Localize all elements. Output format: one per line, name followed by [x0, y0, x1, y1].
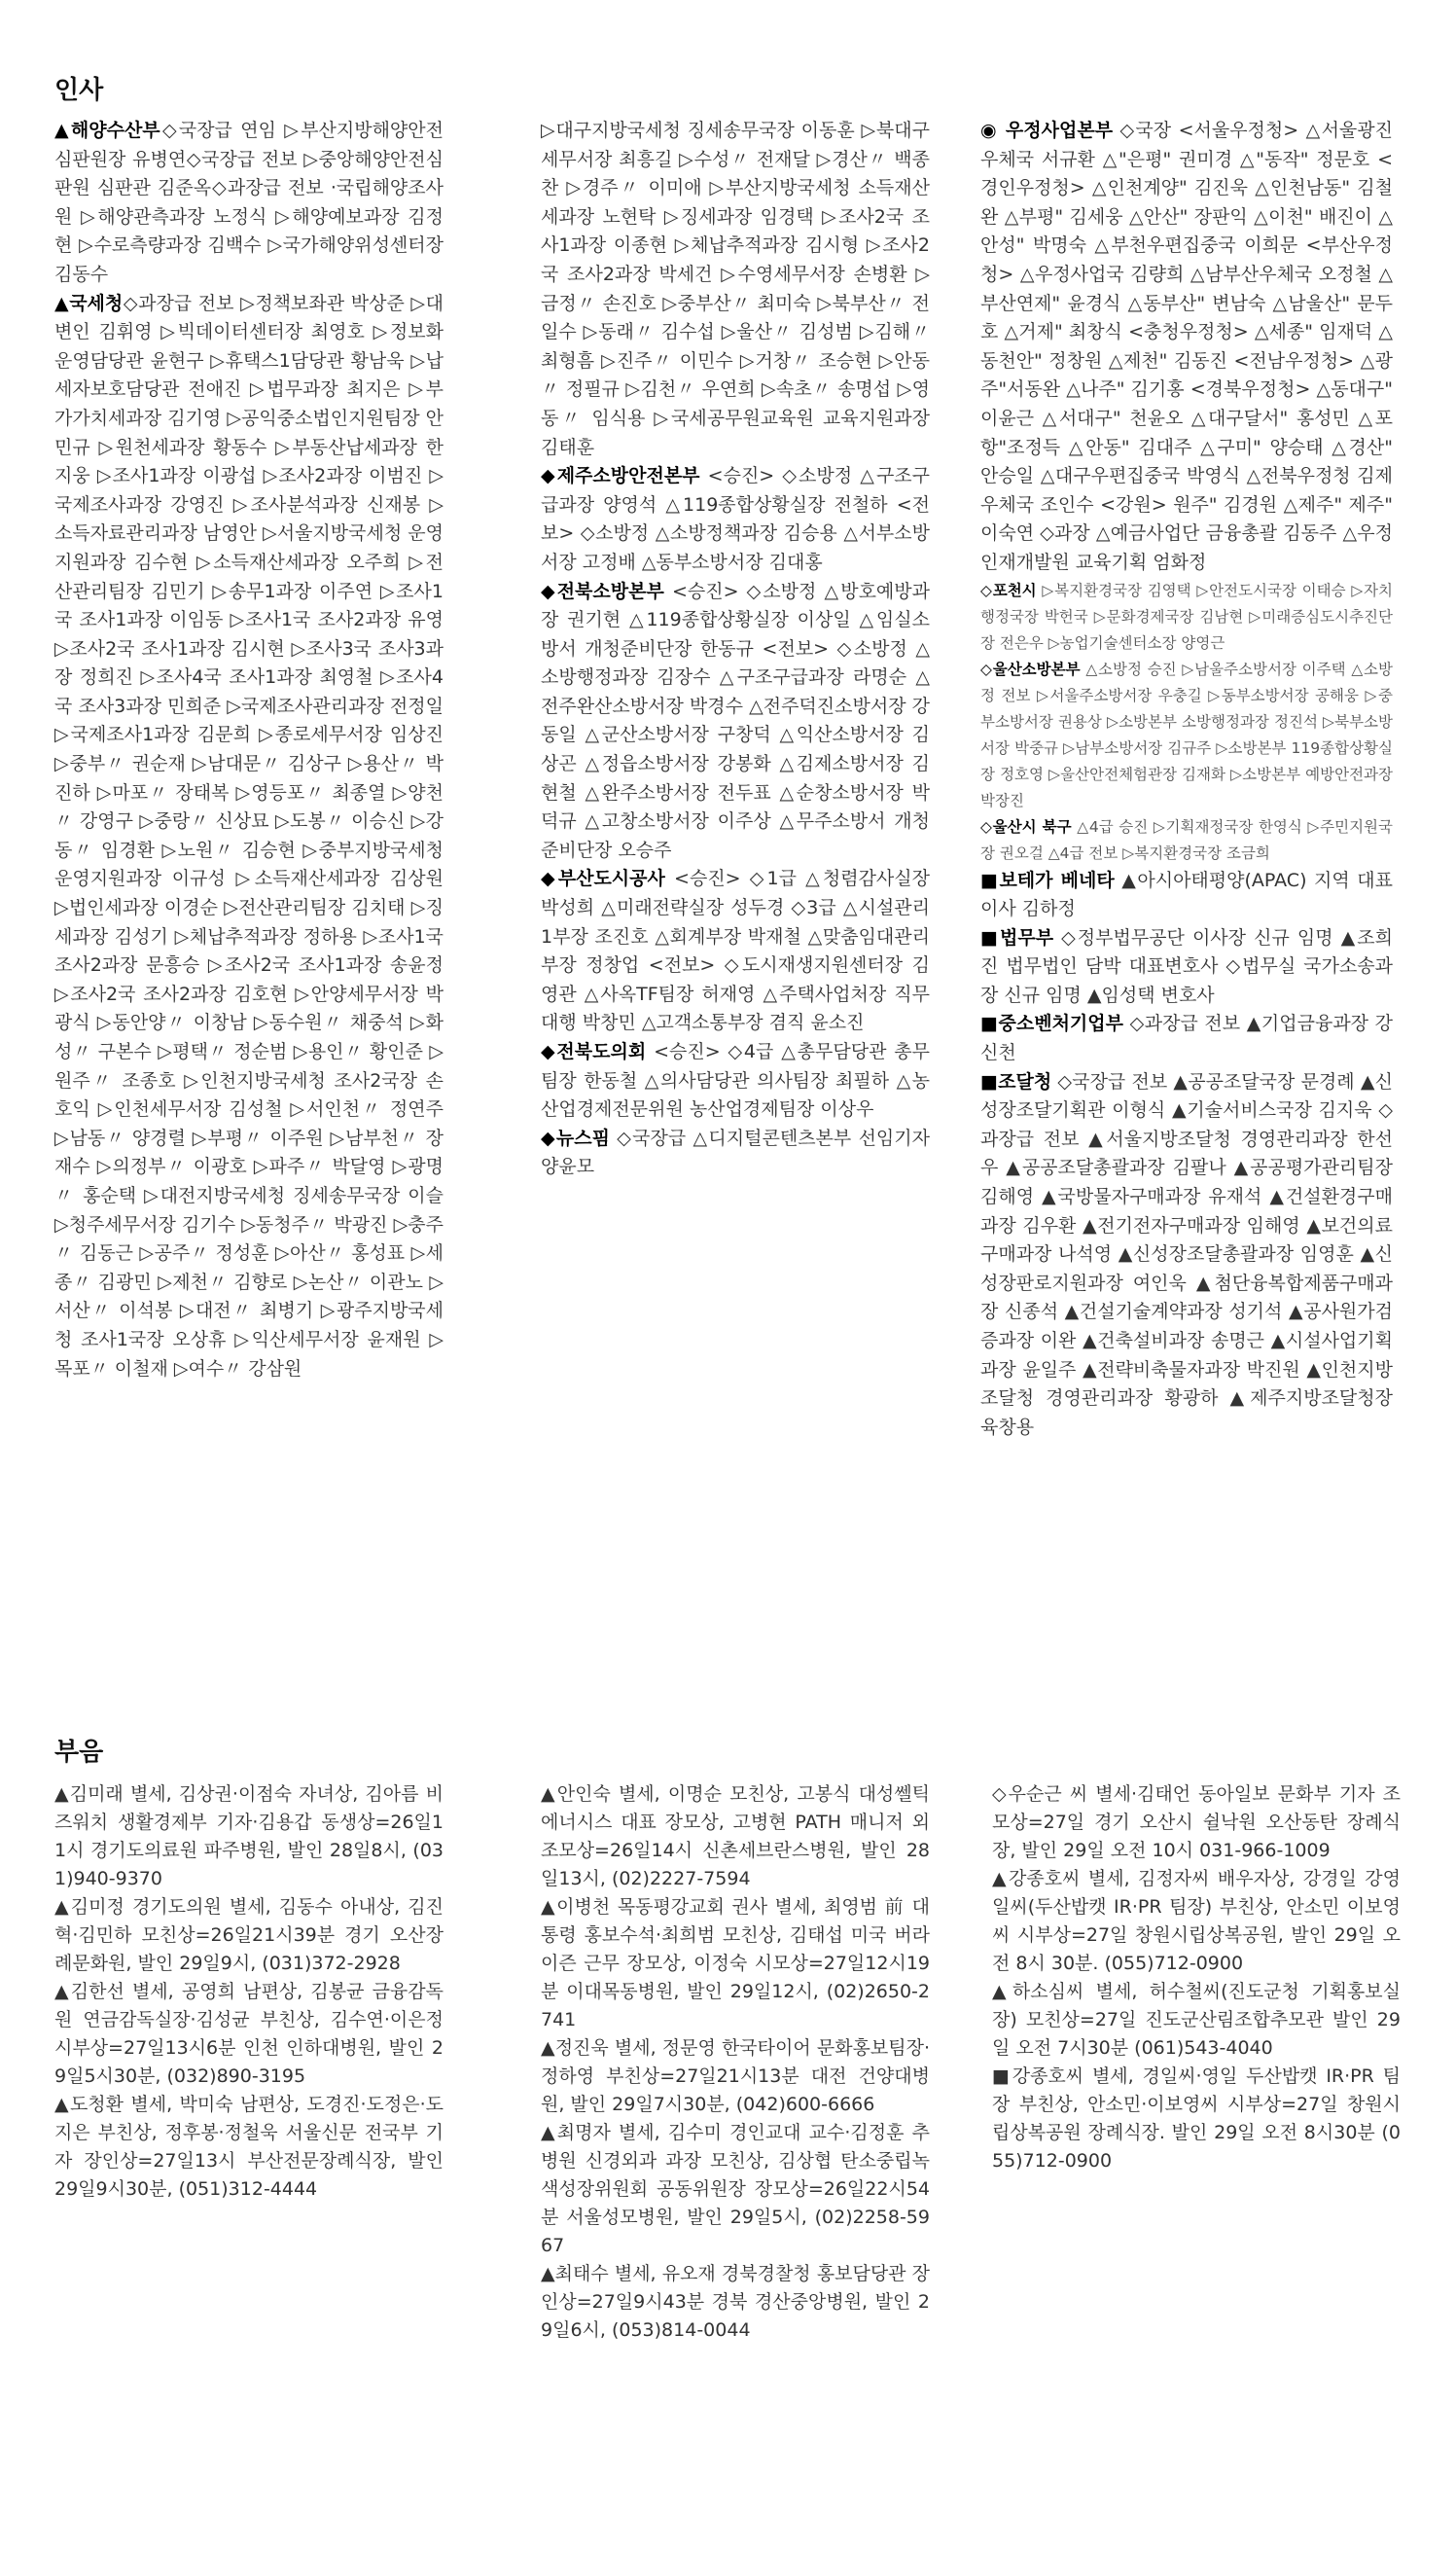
entry-text: <승진> ◇4급 △총무담당관 총무팀장 한동철 △의사담당관 의사팀장 최필하 △농산업경제전문위원 농산업경제팀장 이상우 — [541, 1041, 930, 1121]
entry — [980, 1068, 1393, 1443]
entry — [980, 117, 1393, 578]
obituary-entry: ▲이병천 목동평강교회 권사 별세, 최영범 前 대통령 홍보수석·최희범 모친상, 김태섭 미국 버라이즌 근무 장모상, 이정숙 시모상=27일12시19분 이대목동병원, 발인 29일12시, (02)2650-2741 — [541, 1896, 930, 2030]
entry-text: ◇국장급 연임 ▷부산지방해양안전심판원장 유병연◇국장급 전보 ▷중앙해양안전심판원 심판관 김준옥◇과장급 전보 ·국립해양조사원 ▷해양관측과장 노정식 ▷해양예보과장 김정현 ▷수로측량과장 김백수 ▷국가해양위성센터장 김동수 — [54, 120, 444, 285]
obituary-column-1 — [54, 1780, 444, 2204]
entry-text: <승진> ◇1급 △청렴감사실장 박성희 △미래전략실장 성두경 ◇3급 △시설관리1부장 조진호 △회계부장 박재철 △맞춤임대관리부장 정창업 <전보> ◇도시재생지원센터장 김영관 △사옥TF팀장 허재영 △주택사업처장 직무대행 박창민 △고객소통부장 겸직 윤소진 — [541, 868, 930, 1034]
entry-text: <승진> ◇소방정 △구조구급과장 양영석 △119종합상황실장 전철하 <전보> ◇소방정 △소방정책과장 김승용 △서부소방서장 고정배 △동부소방서장 김대홍 — [541, 465, 931, 573]
entry-text: △4급 승진 ▷기획재정국장 한영식 ▷주민지원국장 권오걸 △4급 전보 ▷복지환경국장 조금희 — [980, 817, 1393, 862]
entry — [980, 1010, 1393, 1067]
entry — [980, 867, 1393, 924]
obituary-entry: ▲하소심씨 별세, 허수철씨(진도군청 기획홍보실장) 모친상=27일 진도군산림조합추모관 발인 29일 오전 7시30분 (061)543-4040 — [992, 1981, 1401, 2059]
entry-heading: ◉ 우정사업본부 — [980, 120, 1114, 141]
entry-heading: ■법무부 — [980, 926, 1054, 949]
entry-heading: ◆전북소방본부 — [541, 580, 664, 602]
entry — [980, 578, 1393, 657]
entry — [541, 865, 930, 1038]
entry-text: ◇국장 <서울우정청> △서울광진우체국 서규환 △"은평" 권미경 △"동작" 정문호 <경인우정청> △인천계양" 김진욱 △인천남동" 김철완 △부평" 김세웅 △안산" 장판익 △이천" 배진이 △안성" 박명숙 △부천우편집중국 이희문 <부산우정청> △우정사업국 김량희 △남부산우체국 오정철 △부산연제" 윤경식 △동부산" 변남숙 △남울산" 문두호 △거제" 최창식 <충청우정청> △세종" 임재덕 △동천안" 정창원 △제천" 김동진 <전남우정청> △광주"서동완 △나주" 김기홍 <경북우정청> △동대구" 이윤근 △서대구" 천윤오 △대구달서" 홍성민 △포항"조정득 △안동" 김대주 △구미" 양승태 △경산" 안승일 △대구우편집중국 박영식 △전북우정청 김제우체국 조인수 <강원> 원주" 김경원 △제주" 제주" 이숙연 ◇과장 △예금사업단 금융총괄 김동주 △우정인재개발원 교육기획 엄화정 — [980, 120, 1393, 573]
entry-heading: ■조달청 — [980, 1070, 1052, 1093]
entry-text: ◇정부법무공단 이사장 신규 임명 ▲조희진 법무법인 담박 대표변호사 ◇법무실 국가소송과장 신규 임명 ▲임성택 변호사 — [980, 926, 1393, 1006]
entry-heading: ◆부산도시공사 — [541, 868, 665, 890]
entry-text: ◇과장급 전보 ▲기업금융과장 강신천 — [980, 1013, 1393, 1064]
entry-text: ◇국장급 전보 ▲공공조달국장 문경례 ▲신성장조달기획관 이형식 ▲기술서비스국장 김지욱 ◇과장급 전보 ▲서울지방조달청 경영관리과장 한선우 ▲공공조달총괄과장 김팔나 ▲공공평가관리팀장 김해영 ▲국방물자구매과장 유재석 ▲건설환경구매과장 김우환 ▲전기전자구매과장 임해영 ▲보건의료구매과장 나석영 ▲신성장조달총괄과장 임영훈 ▲신성장판로지원과장 여인욱 ▲첨단융복합제품구매과장 신종석 ▲건설기술계약과장 성기석 ▲공사원가검증과장 이완 ▲건축설비과장 송명근 ▲시설사업기획과장 윤일주 ▲전략비축물자과장 박진원 ▲인천지방조달청 경영관리과장 황광하 ▲제주지방조달청장 육창용 — [980, 1070, 1393, 1438]
entry-heading: ◆제주소방안전본부 — [541, 465, 700, 487]
entry — [980, 924, 1393, 1011]
obituary-entry: ▲김미래 별세, 김상권·이점숙 자녀상, 김아름 비즈워치 생활경제부 기자·김용갑 동생상=26일11시 경기도의료원 파주병원, 발인 28일8시, (031)940-9370 — [54, 1783, 444, 1889]
entry — [541, 578, 930, 866]
obituary-column-2 — [541, 1780, 930, 2345]
entry-heading: ◇포천시 — [980, 581, 1037, 599]
entry-heading: ◇울산시 북구 — [980, 817, 1072, 836]
entry-text: ▷대구지방국세청 징세송무국장 이동훈 ▷북대구세무서장 최흥길 ▷수성〃 전재달 ▷경산〃 백종찬 ▷경주〃 이미애 ▷부산지방국세청 소득재산세과장 노현탁 ▷징세과장 임경택 ▷조사2국 조사1과장 이종현 ▷체납추적과장 김시형 ▷조사2국 조사2과장 박세건 ▷수영세무서장 손병환 ▷금정〃 손진호 ▷중부산〃 최미숙 ▷북부산〃 전일수 ▷동래〃 김수섭 ▷울산〃 김성범 ▷김해〃 최형흠 ▷진주〃 이민수 ▷거창〃 조승현 ▷안동〃 정필규 ▷김천〃 우연희 ▷속초〃 송명섭 ▷영동〃 임식용 ▷국세공무원교육원 교육지원과장 김태훈 — [541, 120, 930, 458]
obituary-entry: ▲김미정 경기도의원 별세, 김동수 아내상, 김진혁·김민하 모친상=26일21시39분 경기 오산장례문화원, 발인 29일9시, (031)372-2928 — [54, 1896, 444, 1974]
entry-text: △소방정 승진 ▷남울주소방서장 이주택 △소방정 전보 ▷서울주소방서장 우충길 ▷동부소방서장 공해웅 ▷중부소방서장 권용상 ▷소방본부 소방행정과장 정진석 ▷북부소방서장 박중규 ▷남부소방서장 김규주 ▷소방본부 119종합상황실장 정호영 ▷울산안전체험관장 김재화 ▷소방본부 예방안전과장 박장진 — [980, 660, 1393, 809]
entry — [541, 117, 930, 462]
entry — [980, 814, 1393, 867]
entry-text: ▷복지환경국장 김영택 ▷안전도시국장 이태승 ▷자치행정국장 박헌국 ▷문화경제국장 김남현 ▷미래증심도시추진단장 전은우 ▷농업기술센터소장 양영근 — [980, 581, 1393, 652]
obituary-entry: ▲김한선 별세, 공영희 남편상, 김봉균 금융감독원 연금감독실장·김성균 부친상, 김수연·이은정 시부상=27일13시6분 인천 인하대병원, 발인 29일5시30분, (032)890-3195 — [54, 1981, 444, 2087]
personnel-column-2 — [541, 117, 930, 1182]
entry-heading: ■중소벤처기업부 — [980, 1013, 1123, 1035]
obituary-entry: ▲최태수 별세, 유오재 경북경찰청 홍보담당관 장인상=27일9시43분 경북 경산중앙병원, 발인 29일6시, (053)814-0044 — [541, 2263, 930, 2341]
obituary-entry: ▲강종호씨 별세, 김정자씨 배우자상, 강경일 강영일씨(두산밥캣 IR·PR 팀장) 부친상, 안소민 이보영씨 시부상=27일 창원시립상복공원, 발인 29일 오전 8시 30분. (055)712-0900 — [992, 1868, 1401, 1974]
entry-heading: ▲국세청 — [54, 292, 124, 314]
entry — [54, 117, 444, 290]
entry-text: ▲아시아태평양(APAC) 지역 대표이사 김하정 — [980, 869, 1393, 920]
entry-text: ◇과장급 전보 ▷정책보좌관 박상준 ▷대변인 김휘영 ▷빅데이터센터장 최영호 ▷정보화운영담당관 윤현구 ▷휴택스1담당관 황남욱 ▷납세자보호담당관 전애진 ▷법무과장 최지은 ▷부가가치세과장 김기영 ▷공익중소법인지원팀장 안민규 ▷원천세과장 황동수 ▷부동산납세과장 한지웅 ▷조사1과장 이광섭 ▷조사2과장 이범진 ▷국제조사과장 강영진 ▷조사분석과장 신재봉 ▷소득자료관리과장 남영안 ▷서울지방국세청 운영지원과장 김수현 ▷소득재산세과장 오주희 ▷전산관리팀장 김민기 ▷송무1과장 이주연 ▷조사1국 조사1과장 이임동 ▷조사1국 조사2과장 유영 ▷조사2국 조사1과장 김시현 ▷조사3국 조사3과장 정희진 ▷조사4국 조사1과장 최영철 ▷조사4국 조사3과장 민희준 ▷국제조사관리과장 전정일 ▷국제조사1과장 김문희 ▷종로세무서장 임상진 ▷중부〃 권순재 ▷남대문〃 김상구 ▷용산〃 박진하 ▷마포〃 장태복 ▷영등포〃 최종열 ▷양천〃 강영구 ▷중랑〃 신상묘 ▷도봉〃 이승신 ▷강동〃 임경환 ▷노원〃 김승현 ▷중부지방국세청 운영지원과장 이규성 ▷소득재산세과장 김상원 ▷법인세과장 이경순 ▷전산관리팀장 김치태 ▷징세과장 김성기 ▷체납추적과장 정하용 ▷조사1국 조사2과장 문흥승 ▷조사2국 조사1과장 송윤정 ▷조사2국 조사2과장 김호현 ▷안양세무서장 박광식 ▷동안양〃 이창남 ▷동수원〃 채중석 ▷화성〃 구본수 ▷평택〃 정순범 ▷용인〃 황인준 ▷원주〃 조종호 ▷인천지방국세청 조사2국장 손호익 ▷인천세무서장 김성철 ▷서인천〃 정연주 ▷남동〃 양경렬 ▷부평〃 이주원 ▷남부천〃 장재수 ▷의정부〃 이광호 ▷파주〃 박달영 ▷광명〃 홍순택 ▷대전지방국세청 징세송무국장 이슬 ▷청주세무서장 김기수 ▷동청주〃 박광진 ▷충주〃 김동근 ▷공주〃 정성훈 ▷아산〃 홍성표 ▷세종〃 김광민 ▷제천〃 김향로 ▷논산〃 이관노 ▷서산〃 이석봉 ▷대전〃 최병기 ▷광주지방국세청 조사1국장 오상휴 ▷익산세무서장 윤재원 ▷목포〃 이철재 ▷여수〃 강삼원 — [54, 292, 444, 1380]
obituary-entry: ▲최명자 별세, 김수미 경인교대 교수·김정훈 추병원 신경외과 과장 모친상, 김상협 탄소중립녹색성장위원회 공동위원장 장모상=26일22시54분 서울성모병원, 발인 29일5시, (02)2258-5967 — [541, 2122, 930, 2256]
entry — [541, 462, 930, 577]
entry-heading: ◆뉴스핌 — [541, 1127, 610, 1149]
entry-heading: ■보테가 베네타 — [980, 869, 1115, 891]
personnel-column-1 — [54, 117, 444, 1383]
obituary-entry: ◇우순근 씨 별세·김태언 동아일보 문화부 기자 조모상=27일 경기 오산시 쉴낙원 오산동탄 장례식장, 발인 29일 오전 10시 031-966-1009 — [992, 1783, 1401, 1861]
entry — [541, 1038, 930, 1125]
entry-heading: ▲해양수산부 — [54, 120, 160, 141]
obituary-entry: ▲정진욱 별세, 정문영 한국타이어 문화홍보팀장·정하영 부친상=27일21시13분 대전 건양대병원, 발인 29일7시30분, (042)600-6666 — [541, 2037, 930, 2115]
entry-text: <승진> ◇소방정 △방호예방과장 권기현 △119종합상황실장 이상일 △임실소방서 개청준비단장 한동규 <전보> ◇소방정 △소방행정과장 김장수 △구조구급과장 라명순 △전주완산소방서장 박경수 △전주덕진소방서장 강동일 △군산소방서장 구창덕 △익산소방서장 김상곤 △정읍소방서장 강봉화 △김제소방서장 김현철 △완주소방서장 전두표 △순창소방서장 박덕규 △고창소방서장 이주상 △무주소방서 개청준비단장 오승주 — [541, 580, 930, 861]
obituary-entry: ■강종호씨 별세, 경일씨·영일 두산밥캣 IR·PR 팀장 부친상, 안소민·이보영씨 시부상=27일 창원시립상복공원 장례식장. 발인 29일 오전 8시30분 (055)712-0900 — [992, 2065, 1401, 2172]
personnel-column-3 — [980, 117, 1393, 1442]
entry — [980, 657, 1393, 814]
entry — [541, 1125, 930, 1182]
entry-heading: ◆전북도의회 — [541, 1041, 647, 1062]
obituary-title: 부음 — [54, 1738, 104, 1767]
obituary-column-3 — [992, 1780, 1401, 2175]
entry-heading: ◇울산소방본부 — [980, 660, 1081, 678]
obituary-entry: ▲도청환 별세, 박미숙 남편상, 도경진·도정은·도지은 부친상, 정후봉·정철욱 서울신문 전국부 기자 장인상=27일13시 부산전문장례식장, 발인 29일9시30분, (051)312-4444 — [54, 2094, 444, 2200]
entry-text: ◇국장급 △디지털콘텐츠본부 선임기자 양윤모 — [541, 1127, 930, 1178]
entry — [54, 290, 444, 1384]
obituary-entry: ▲안인숙 별세, 이명순 모친상, 고봉식 대성쎌틱에너시스 대표 장모상, 고병현 PATH 매니저 외조모상=26일14시 신촌세브란스병원, 발인 28일13시, (02)2227-7594 — [541, 1783, 930, 1889]
personnel-title: 인사 — [54, 76, 104, 105]
